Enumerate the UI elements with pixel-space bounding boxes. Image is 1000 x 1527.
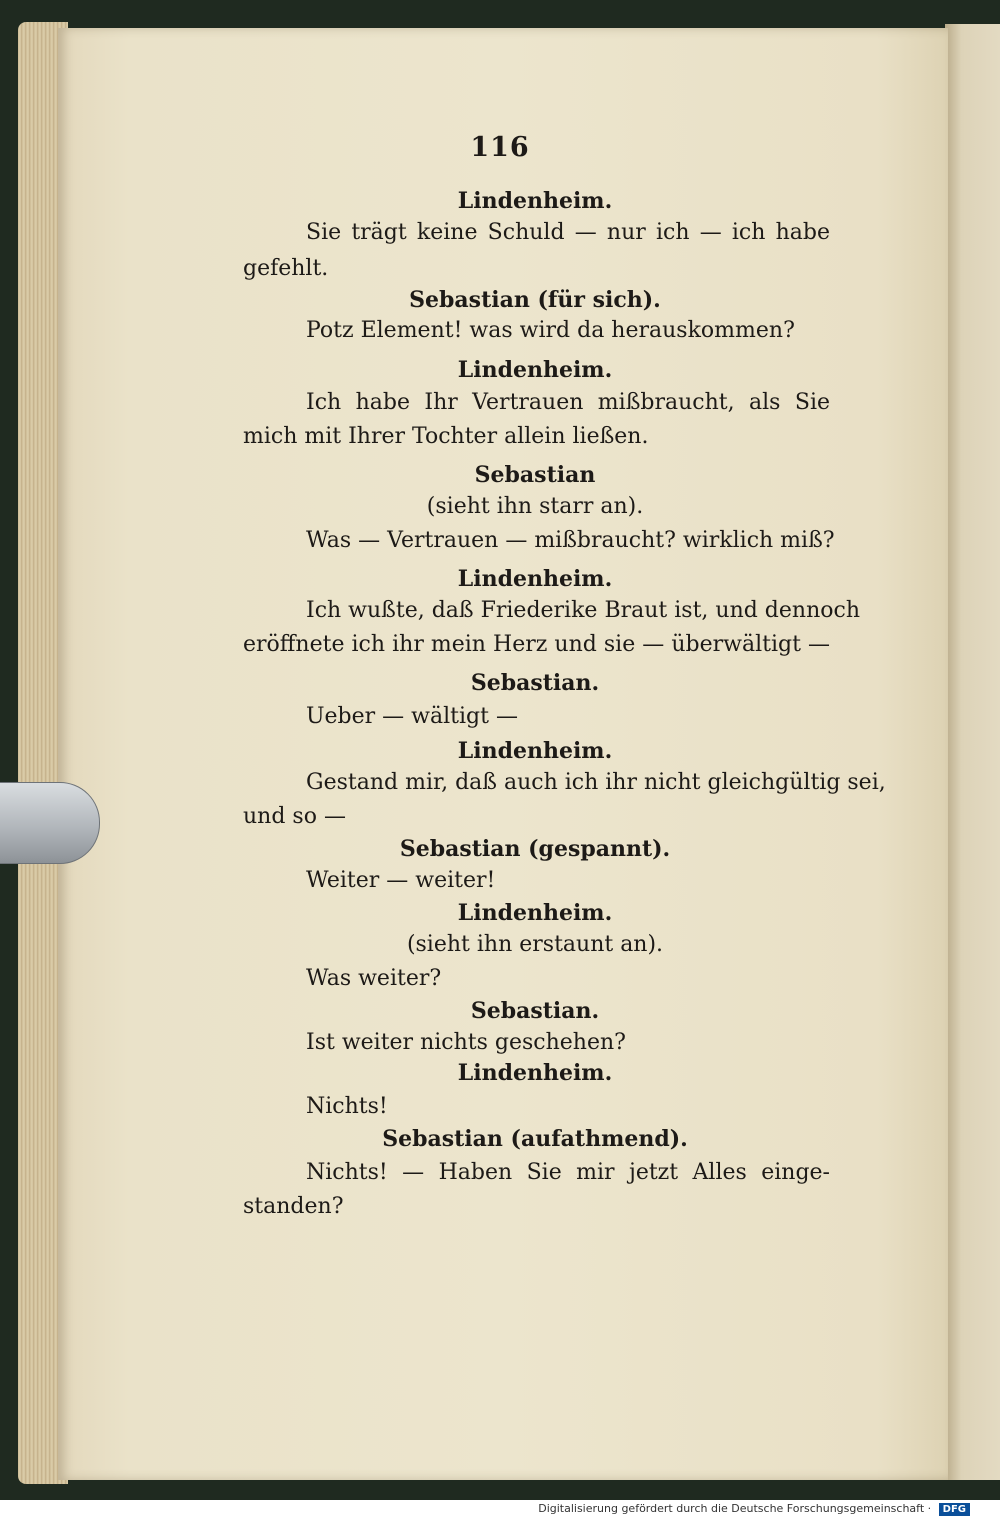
speaker-name: Lindenheim. bbox=[457, 900, 613, 926]
speaker-name: Sebastian (gespannt). bbox=[399, 836, 671, 862]
speaker-name: Lindenheim. bbox=[457, 566, 613, 592]
dialogue-line: Was — Vertrauen — mißbraucht? wirklich miß? bbox=[306, 528, 835, 553]
credit-text: Digitalisierung gefördert durch die Deutsche Forschungsgemeinschaft bbox=[538, 1502, 925, 1515]
dialogue-line: Was weiter? bbox=[306, 966, 442, 991]
speaker-name: Lindenheim. bbox=[457, 357, 613, 383]
dialogue-line: standen? bbox=[243, 1194, 344, 1219]
speaker-name: Sebastian bbox=[474, 462, 596, 488]
dialogue-line: Gestand mir, daß auch ich ihr nicht gleichgültig sei, bbox=[306, 770, 886, 795]
digitization-credit: Digitalisierung gefördert durch die Deutsche Forschungsgemeinschaft · DFG bbox=[538, 1502, 970, 1516]
dialogue-line: Nichts! bbox=[306, 1094, 388, 1119]
page-clip bbox=[0, 782, 100, 864]
dialogue-line: Ueber — wältigt — bbox=[306, 704, 518, 729]
dialogue-line: Weiter — weiter! bbox=[306, 868, 496, 893]
stage-direction: (sieht ihn erstaunt an). bbox=[406, 932, 664, 957]
facing-page-edge bbox=[945, 24, 1000, 1480]
dialogue-line: Ich wußte, daß Friederike Braut ist, und dennoch bbox=[306, 598, 860, 623]
dfg-logo-icon: DFG bbox=[939, 1503, 970, 1516]
speaker-name: Sebastian (für sich). bbox=[409, 287, 661, 313]
speaker-name: Sebastian. bbox=[470, 670, 600, 696]
stage-direction: (sieht ihn starr an). bbox=[426, 494, 644, 519]
dialogue-line: eröffnete ich ihr mein Herz und sie — überwältigt — bbox=[243, 632, 830, 657]
dialogue-line: Nichts! — Haben Sie mir jetzt Alles einge- bbox=[306, 1160, 830, 1185]
speaker-name: Lindenheim. bbox=[457, 188, 613, 214]
page-number: 116 bbox=[470, 132, 530, 163]
speaker-name: Lindenheim. bbox=[457, 738, 613, 764]
dialogue-line: Sie trägt keine Schuld — nur ich — ich habe bbox=[306, 220, 830, 245]
dialogue-line: Ist weiter nichts geschehen? bbox=[306, 1030, 626, 1055]
dialogue-line: Ich habe Ihr Vertrauen mißbraucht, als Sie bbox=[306, 390, 830, 415]
speaker-name: Sebastian (aufathmend). bbox=[382, 1126, 688, 1152]
dialogue-line: und so — bbox=[243, 804, 346, 829]
dialogue-line: gefehlt. bbox=[243, 256, 329, 281]
speaker-name: Sebastian. bbox=[470, 998, 600, 1024]
speaker-name: Lindenheim. bbox=[457, 1060, 613, 1086]
dialogue-line: Potz Element! was wird da herauskommen? bbox=[306, 318, 795, 343]
dialogue-line: mich mit Ihrer Tochter allein ließen. bbox=[243, 424, 649, 449]
